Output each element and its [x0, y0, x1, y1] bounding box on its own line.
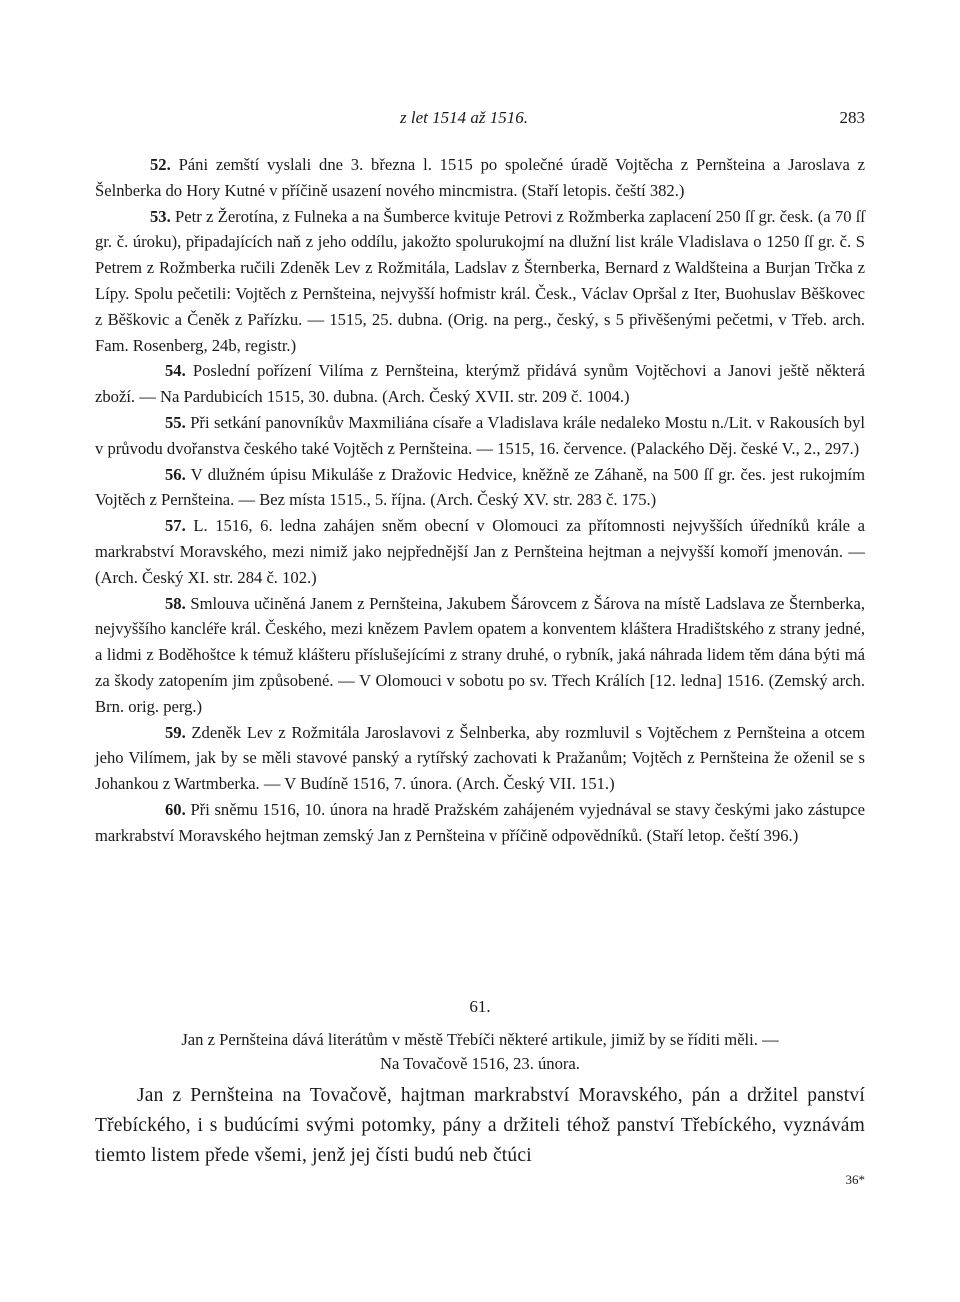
entry-text: Při sněmu 1516, 10. února na hradě Pražském zahájeném vyjednával se stavy českými jako zástupce markrabství Moravského hejtman zemský Jan z Pernšteina v příčině odpovědníků. (Staří letop. čeští 396.) — [95, 799, 865, 845]
regest-entry — [95, 358, 865, 410]
document-summary — [95, 1028, 865, 1076]
regest-entry — [95, 152, 865, 204]
entry-text: Při setkání panovníkův Maxmiliána císaře a Vladislava krále nedaleko Mostu n./Lit. v Rakousích byl v průvodu dvořanstva českého také Vojtěch z Pernšteina. — 1515, 16. července. (Palackého Děj. české V., 2., 297.) — [95, 412, 865, 458]
entry-text: Poslední pořízení Vilíma z Pernšteina, kterýmž přidává synům Vojtěchovi a Janovi ještě některá zboží. — Na Pardubicích 1515, 30. dubna. (Arch. Český XVII. str. 209 č. 1004.) — [95, 361, 865, 407]
regest-entry — [95, 591, 865, 720]
running-title: z let 1514 až 1516. — [400, 108, 528, 127]
entry-number: 53. — [150, 206, 171, 226]
entry-number: 55. — [165, 412, 186, 432]
document-summary-line: Jan z Pernšteina dává literátům v městě Třebíči některé artikule, jimiž by se říditi měli. — — [181, 1030, 779, 1049]
entry-number: 59. — [165, 722, 186, 742]
document-body: Jan z Pernšteina na Tovačově, hajtman markrabství Moravského, pán a držitel panství Třebíckého, i s budúcími svými potomky, pány a držiteli téhož panství Třebíckého, vyznávám tiemto listem přede všemi, jenž jej čísti budú neb čtúci — [95, 1085, 865, 1166]
entry-number: 54. — [165, 361, 186, 381]
regest-list — [95, 152, 865, 849]
entry-text: Zdeněk Lev z Rožmitála Jaroslavovi z Šelnberka, aby rozmluvil s Vojtěchem z Pernšteina a otcem jeho Vilímem, jak by se měli stavové panský a rytířský zachovati k Pražanům; Vojtěch z Pernšteina že oženil se s Johankou z Wartmberka. — V Budíně 1516, 7. února. (Arch. Český VII. 151.) — [95, 722, 865, 794]
entry-text: L. 1516, 6. ledna zahájen sněm obecní v Olomouci za přítomnosti nejvyšších úředníků krále a markrabství Moravského, mezi nimiž jako nejpřednější Jan z Pernšteina hejtman a nejvyšší komoří jmenován. — (Arch. Český XI. str. 284 č. 102.) — [95, 516, 865, 587]
entry-number: 58. — [165, 593, 186, 613]
regest-entry — [95, 204, 865, 359]
entry-text: Páni zemští vyslali dne 3. března l. 1515 po společné úradě Vojtěcha z Pernšteina a Jaroslava z Šelnberka do Hory Kutné v příčině usazení nového mincmistra. (Staří letopis. čeští 382.) — [95, 155, 865, 200]
page-number: 283 — [839, 108, 865, 127]
document-number: 61. — [469, 997, 491, 1016]
regest-entry — [95, 720, 865, 797]
entry-number: 52. — [150, 155, 171, 174]
entry-number: 60. — [165, 799, 186, 819]
entry-text: Petr z Žerotína, z Fulneka a na Šumberce kvituje Petrovi z Rožmberka zaplacení 250 ſſ gr. česk. (a 70 ſſ gr. č. úroku), připadajících naň z jeho oddílu, jakožto spolurukojmí na dlužní list krále Vladislava o 1250 ſſ gr. č. S Petrem z Rožmberka ručili Zdeněk Lev z Rožmitála, Ladslav z Šternberka, Bernard z Waldšteina a Burjan Trčka z Lípy. Spolu pečetili: Vojtěch z Pernšteina, nejvyšší hofmistr král. Česk., Václav Opršal z Iter, Buohuslav Běškovec z Běškovic a Čeněk z Pařízku. — 1515, 25. dubna. (Orig. na perg., český, s 5 přivěšenými pečetmi, v Třeb. arch. Fam. Rosenberg, 24b, registr.) — [95, 206, 865, 355]
signature-mark: 36* — [845, 1172, 865, 1187]
document-summary-line: Na Tovačově 1516, 23. února. — [380, 1054, 580, 1073]
page-header — [95, 108, 865, 132]
entry-number: 56. — [165, 464, 186, 484]
regest-entry — [95, 513, 865, 590]
regest-entry — [95, 462, 865, 514]
regest-entry — [95, 410, 865, 462]
entry-text: V dlužném úpisu Mikuláše z Dražovic Hedvice, kněžně ze Záhaně, na 500 ſſ gr. čes. jest rukojmím Vojtěch z Pernšteina. — Bez místa 1515., 5. října. (Arch. Český XV. str. 283 č. 175.) — [95, 464, 865, 510]
regest-entry — [95, 797, 865, 849]
entry-number: 57. — [165, 516, 186, 536]
entry-text: Smlouva učiněná Janem z Pernšteina, Jakubem Šárovcem z Šárova na místě Ladslava ze Šternberka, nejvyššího kancléře král. Českého, mezi knězem Pavlem opatem a konventem kláštera Hradištského z strany jedné, a lidmi z Boděhoštce k témuž klášteru příslušejícími z strany druhé, o rybník, jaká náhrada lidem těm dána býti má za škody zatopením jim způsobené. — V Olomouci v sobotu po sv. Třech Králích [12. ledna] 1516. (Zemský arch. Brn. orig. perg.) — [95, 593, 865, 716]
